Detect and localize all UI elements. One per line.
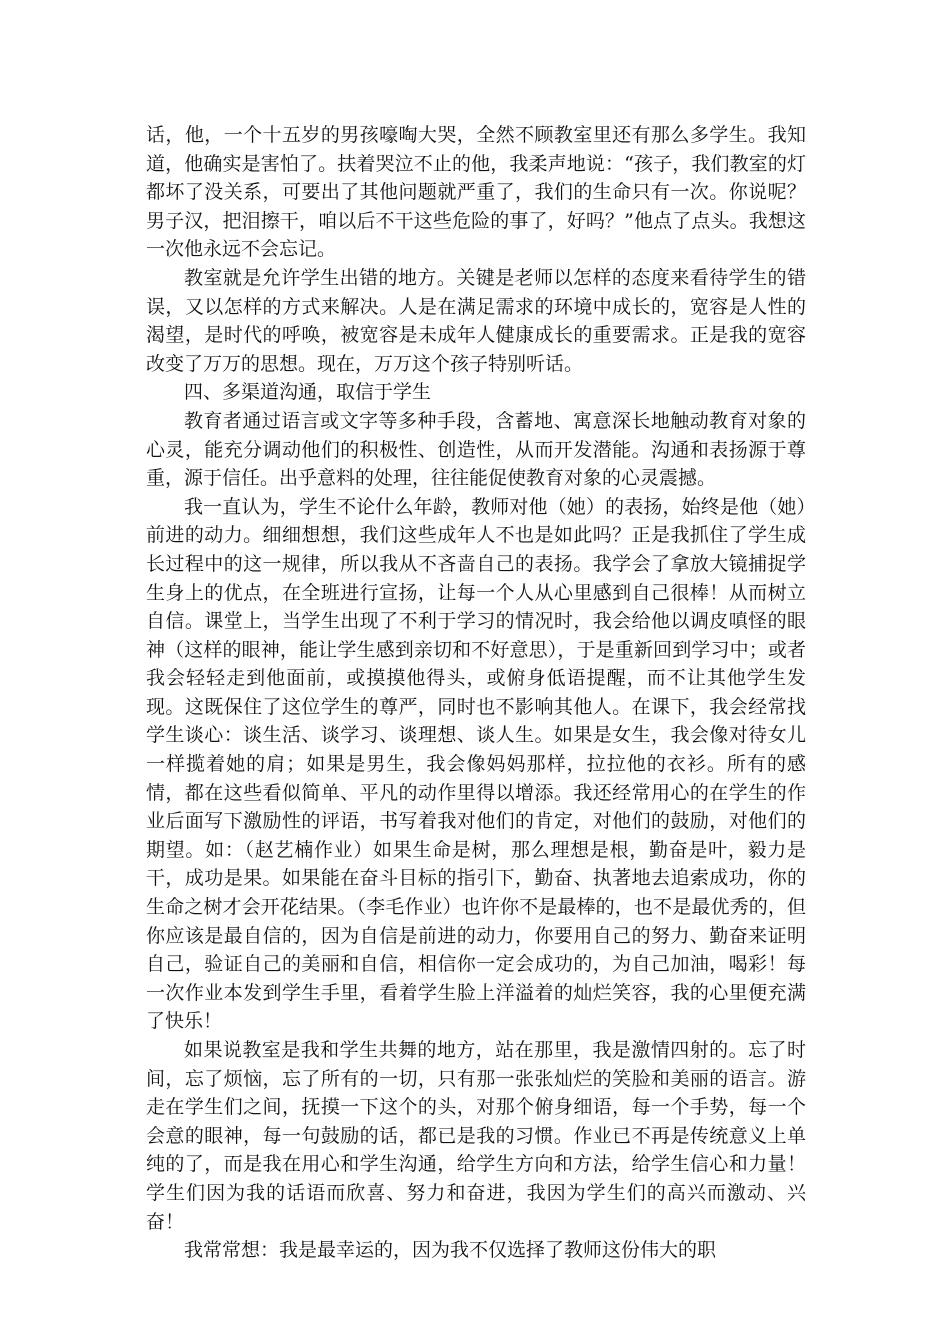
section-heading: 四、多渠道沟通，取信于学生 bbox=[184, 381, 432, 404]
paragraph-continuation: 话，他，一个十五岁的男孩嚎啕大哭，全然不顾教室里还有那么多学生。我知道，他确实是害怕了。扶着哭泣不止的他，我柔声地说：“孩子，我们教室的灯都坏了没关系，可要出了其他问题就严重了，我们的生命只有一次。你说呢？男子汉，把泪擦干，咱以后不干这些危险的事了，好吗？”他点了点头。我想这一次他永远不会忘记。 bbox=[146, 124, 806, 261]
paragraph-closing: 我常常想：我是最幸运的，因为我不仅选择了教师这份伟大的职 bbox=[184, 1239, 717, 1262]
paragraph-tolerance: 教室就是允许学生出错的地方。关键是老师以怎样的态度来看待学生的错误，又以怎样的方式来解决。人是在满足需求的环境中成长的，宽容是人性的渴望，是时代的呼唤，被宽容是未成年人健康成长的重要需求。正是我的宽容改变了万万的思想。现在，万万这个孩子特别听话。 bbox=[146, 266, 806, 375]
paragraph-praise: 我一直认为，学生不论什么年龄，教师对他（她）的表扬，始终是他（她）前进的动力。细细想想，我们这些成年人不也是如此吗？正是我抓住了学生成长过程中的这一规律，所以我从不吝啬自己的表扬。我学会了拿放大镜捕捉学生身上的优点，在全班进行宣扬，让每一个人从心里感到自己很棒！从而树立自信。课堂上，当学生出现了不利于学习的情况时，我会给他以调皮嗔怪的眼神（这样的眼神，能让学生感到亲切和不好意思），于是重新回到学习中；或者我会轻轻走到他面前，或摸摸他得头，或俯身低语提醒，而不让其他学生发现。这既保住了这位学生的尊严，同时也不影响其他人。在课下，我会经常找学生谈心：谈生活、谈学习、谈理想、谈人生。如果是女生，我会像对待女儿一样揽着她的肩；如果是男生，我会像妈妈那样，拉拉他的衣衫。所有的感情，都在这些看似简单、平凡的动作里得以增添。我还经常用心的在学生的作业后面写下激励性的评语，书写着我对他们的肯定，对他们的鼓励，对他们的期望。如：（赵艺楠作业）如果生命是树，那么理想是根，勤奋是叶，毅力是干，成功是果。如果能在奋斗目标的指引下，勤奋、执著地去追索成功，你的生命之树才会开花结果。（李毛作业）也许你不是最棒的，也不是最优秀的，但你应该是最自信的，因为自信是前进的动力，你要用自己的努力、勤奋来证明自己，验证自己的美丽和自信，相信你一定会成功的，为自己加油，喝彩！每一次作业本发到学生手里，看着学生脸上洋溢着的灿烂笑容，我的心里便充满了快乐！ bbox=[146, 495, 806, 1033]
paragraph-classroom-dance: 如果说教室是我和学生共舞的地方，站在那里，我是激情四射的。忘了时间，忘了烦恼，忘了所有的一切，只有那一张张灿烂的笑脸和美丽的语言。游走在学生们之间，抚摸一下这个的头，对那个俯身细语，每一个手势，每一个会意的眼神，每一句鼓励的话，都已是我的习惯。作业已不再是传统意义上单纯的了，而是我在用心和学生沟通，给学生方向和方法，给学生信心和力量！学生们因为我的话语而欣喜、努力和奋进，我因为学生们的高兴而激动、兴奋！ bbox=[146, 1039, 806, 1233]
document-body bbox=[146, 121, 806, 1265]
paragraph-communication: 教育者通过语言或文字等多种手段，含蓄地、寓意深长地触动教育对象的心灵，能充分调动他们的积极性、创造性，从而开发潜能。沟通和表扬源于尊重，源于信任。出乎意料的处理，往往能促使教育对象的心灵震撼。 bbox=[146, 409, 806, 490]
